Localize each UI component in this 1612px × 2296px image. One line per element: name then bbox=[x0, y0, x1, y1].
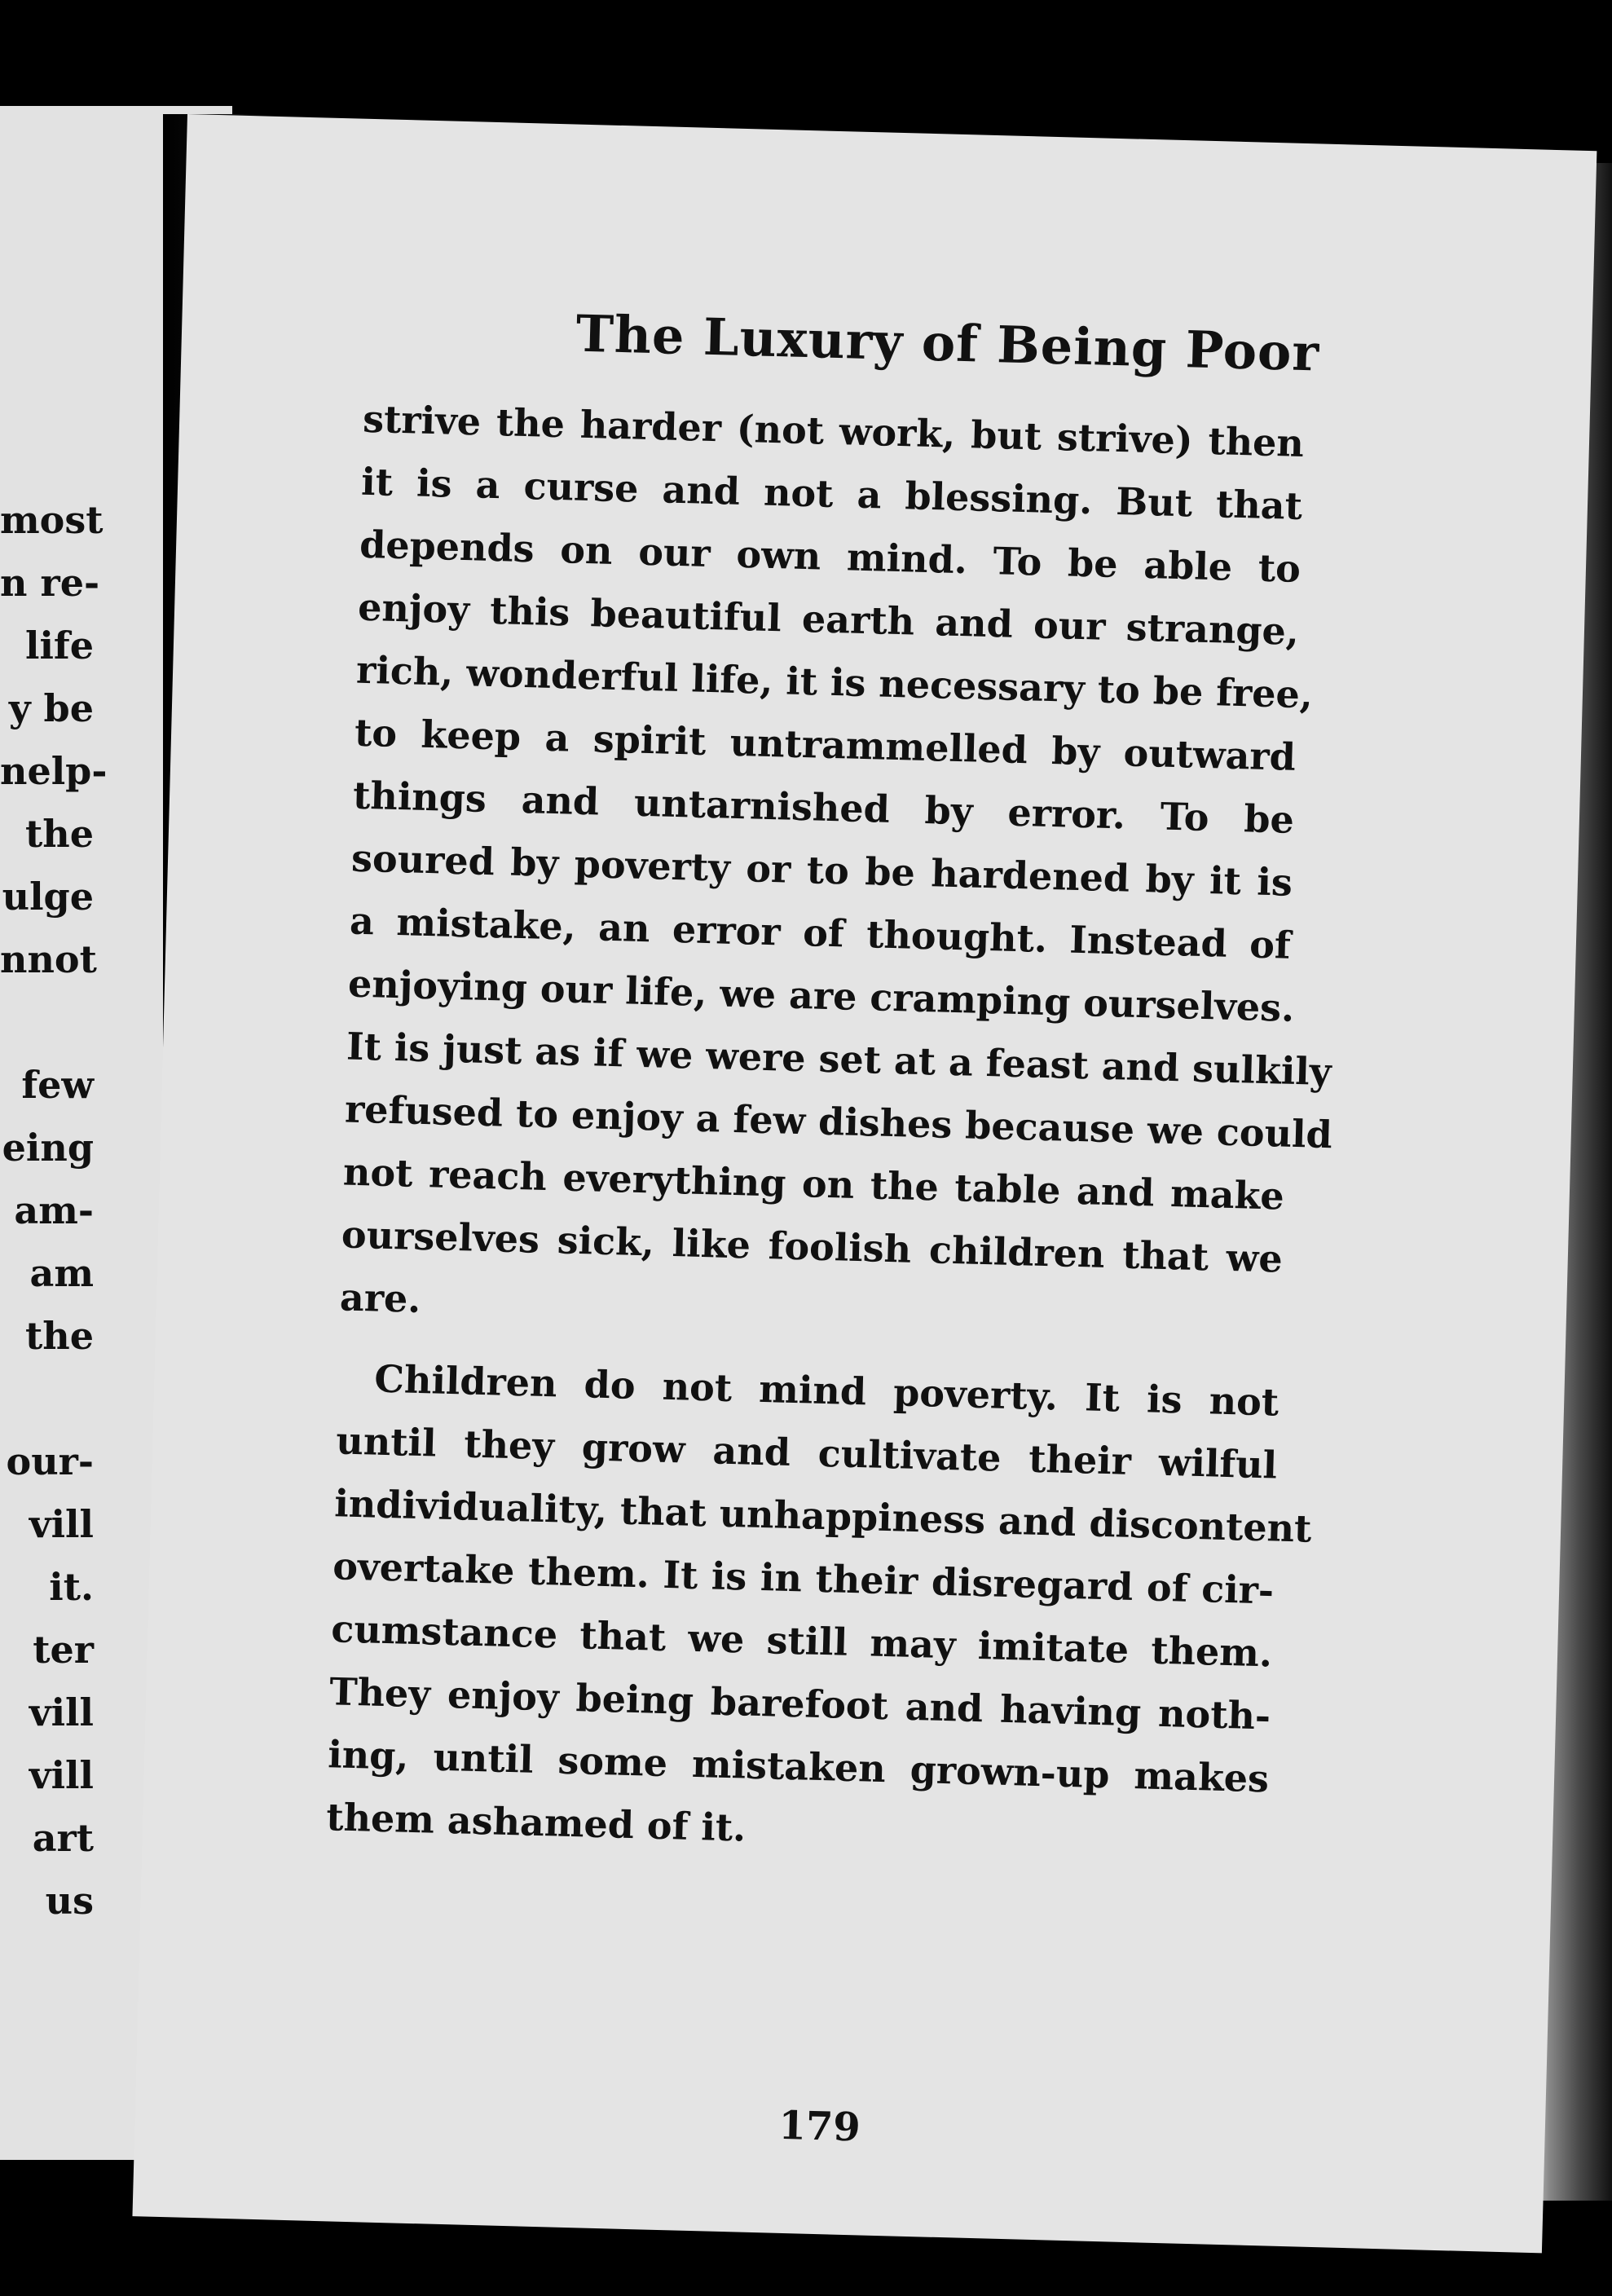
text-line: things and untarnished by error. To be bbox=[352, 773, 1295, 842]
left-line: us bbox=[45, 1879, 94, 1923]
text-line: ourselves sick, like foolish children that we bbox=[341, 1212, 1284, 1281]
left-line bbox=[0, 1368, 94, 1430]
text-line: refused to enjoy a few dishes because we could bbox=[344, 1086, 1333, 1157]
right-page bbox=[132, 114, 1597, 2253]
text-line: It is just as if we were set at a feast and sulkily bbox=[346, 1024, 1332, 1095]
text-line: cumstance that we still may imitate them. bbox=[330, 1606, 1273, 1676]
left-line: eing bbox=[2, 1126, 94, 1170]
left-line: the bbox=[25, 812, 94, 856]
text-line: depends on our own mind. To be able to bbox=[359, 522, 1301, 591]
text-line: them ashamed of it. bbox=[325, 1795, 747, 1850]
left-line: most bbox=[0, 498, 104, 542]
text-line: individuality, that unhappiness and discontent bbox=[333, 1481, 1313, 1551]
left-line: vill bbox=[29, 1502, 94, 1546]
text-line: strive the harder (not work, but strive) then bbox=[362, 396, 1305, 465]
text-line: to keep a spirit untrammelled by outward bbox=[354, 710, 1297, 779]
text-line: ing, until some mistaken grown-up makes bbox=[327, 1732, 1270, 1801]
text-line: soured by poverty or to be hardened by it is bbox=[350, 835, 1293, 905]
text-line: enjoy this beautiful earth and our strange, bbox=[357, 584, 1300, 654]
left-line: nnot bbox=[0, 937, 97, 981]
left-line: it. bbox=[49, 1565, 94, 1609]
text-line: overtake them. It is in their disregard of cir- bbox=[332, 1544, 1275, 1613]
left-line: life bbox=[24, 624, 94, 668]
text-line: it is a curse and not a blessing. But that bbox=[360, 459, 1303, 528]
text-line: a mistake, an error of thought. Instead of bbox=[349, 898, 1292, 967]
text-line: enjoying our life, we are cramping ourselves. bbox=[347, 961, 1295, 1030]
left-line bbox=[0, 991, 94, 1054]
text-line: not reach everything on the table and make bbox=[342, 1149, 1285, 1219]
body-text bbox=[325, 388, 1333, 1874]
left-line: vill bbox=[29, 1690, 94, 1734]
text-line: rich, wonderful life, it is necessary to be free, bbox=[355, 647, 1314, 717]
left-line: our- bbox=[6, 1439, 94, 1483]
paragraph-1 bbox=[339, 388, 1333, 1354]
left-line: few bbox=[21, 1063, 94, 1107]
running-header: The Luxury of Being Poor bbox=[575, 303, 1321, 383]
left-line: y be bbox=[8, 686, 94, 730]
text-line: Children do not mind poverty. It is not bbox=[373, 1356, 1279, 1425]
paragraph-2 bbox=[325, 1346, 1313, 1873]
page-number: 179 bbox=[777, 2102, 861, 2151]
left-line: ulge bbox=[2, 875, 94, 919]
left-line: am bbox=[29, 1251, 94, 1295]
left-line: the bbox=[25, 1314, 94, 1358]
left-line: nelp- bbox=[0, 749, 108, 793]
left-line: art bbox=[32, 1816, 94, 1860]
left-line: vill bbox=[29, 1753, 94, 1797]
left-line: n re- bbox=[0, 561, 100, 605]
left-line: ter bbox=[33, 1628, 94, 1672]
text-line: They enjoy being barefoot and having noth- bbox=[328, 1669, 1271, 1739]
left-line: am- bbox=[14, 1188, 94, 1232]
left-page-text bbox=[0, 489, 108, 1932]
text-line: are. bbox=[339, 1275, 422, 1321]
text-line: until they grow and cultivate their wilful bbox=[335, 1418, 1278, 1487]
